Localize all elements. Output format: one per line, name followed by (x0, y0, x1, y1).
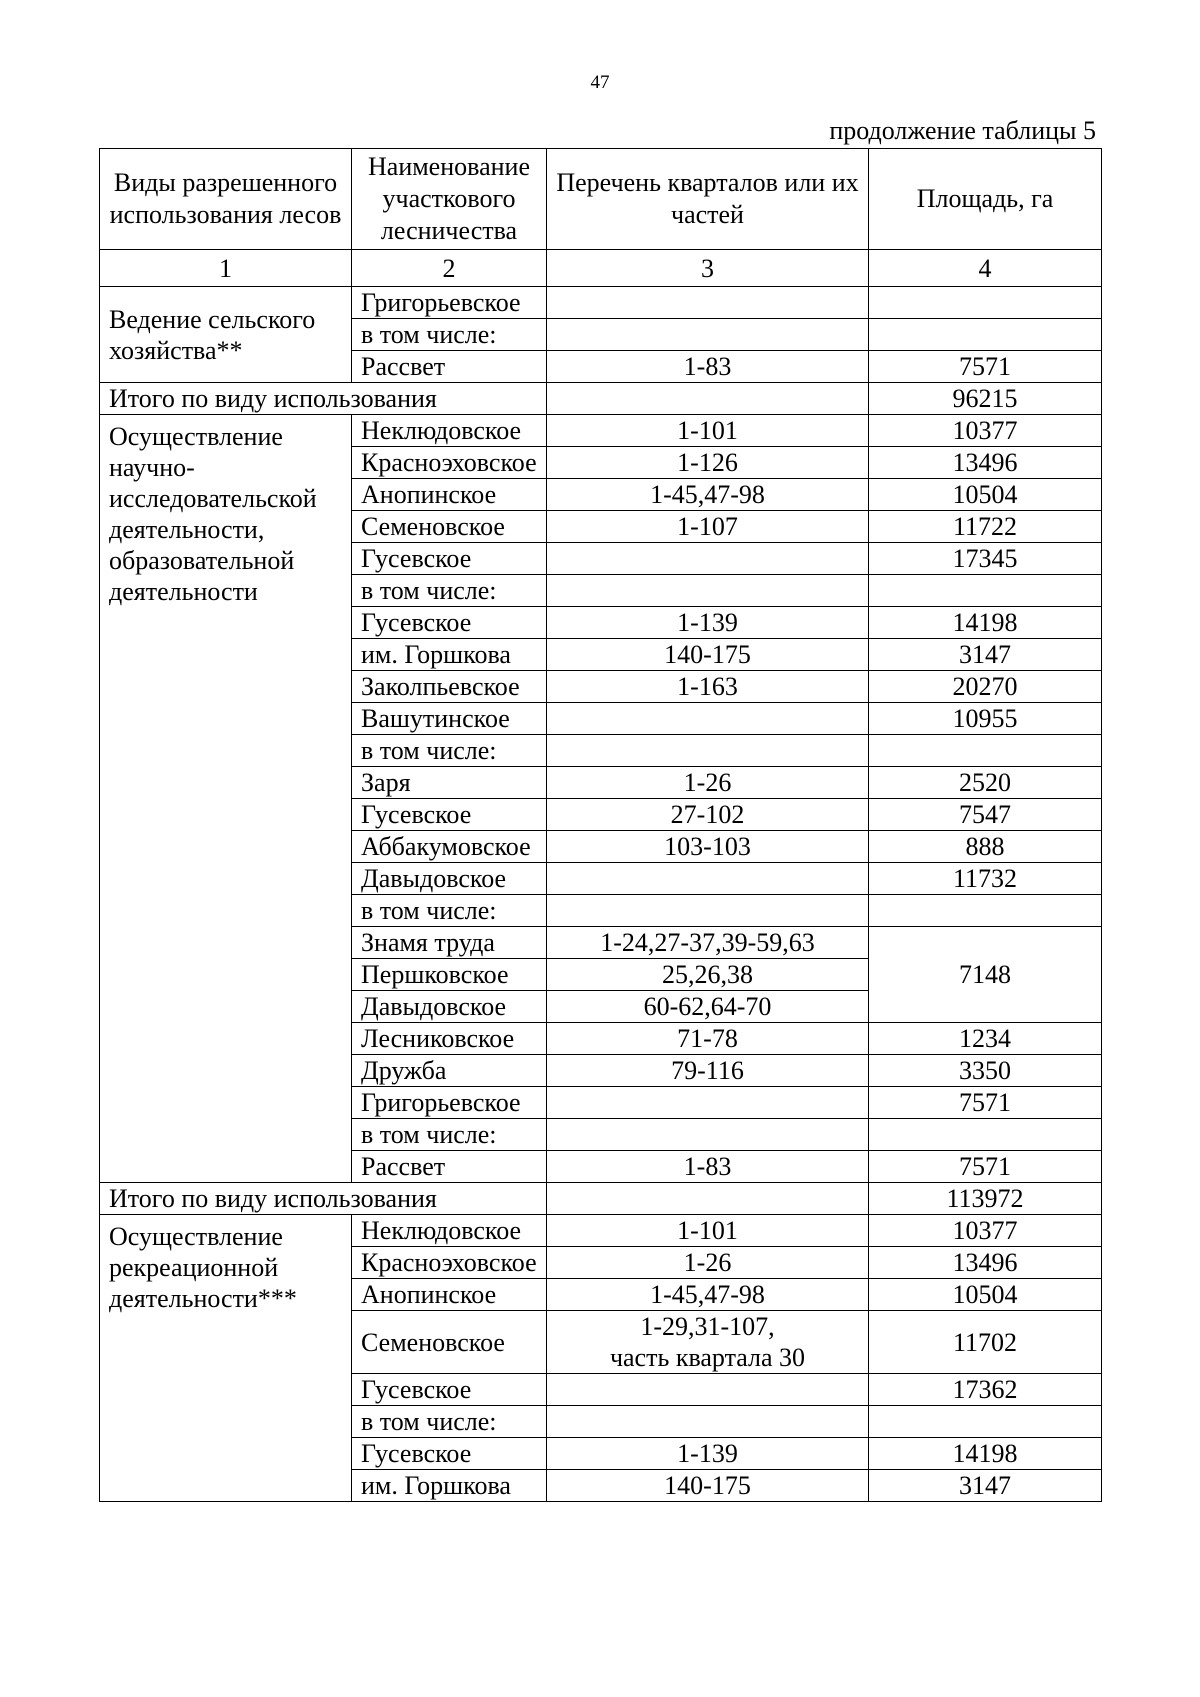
area-cell: 7571 (869, 1087, 1102, 1119)
column-number: 2 (352, 250, 547, 287)
quarters-cell (547, 1087, 869, 1119)
forestry-name-cell: Аббакумовское (352, 831, 547, 863)
total-row (100, 1183, 1102, 1215)
forestry-name-cell: в том числе: (352, 735, 547, 767)
quarters-cell: 1-26 (547, 1247, 869, 1279)
area-cell: 1234 (869, 1023, 1102, 1055)
use-type-cell: Ведение сельского хозяйства** (100, 287, 352, 383)
quarters-cell: 1-83 (547, 351, 869, 383)
forestry-name-cell: Заколпьевское (352, 671, 547, 703)
area-cell (869, 735, 1102, 767)
area-cell: 14198 (869, 1438, 1102, 1470)
quarters-cell (547, 895, 869, 927)
area-cell: 10955 (869, 703, 1102, 735)
area-cell: 7571 (869, 351, 1102, 383)
area-cell (869, 287, 1102, 319)
forestry-name-cell: Анопинское (352, 1279, 547, 1311)
forestry-name-cell: Анопинское (352, 479, 547, 511)
quarters-cell (547, 703, 869, 735)
total-label: Итого по виду использования (100, 1183, 547, 1215)
forestry-name-cell: Григорьевское (352, 287, 547, 319)
forestry-name-cell: Неклюдовское (352, 1215, 547, 1247)
header-forestry-name: Наименование участкового лесничества (352, 149, 547, 250)
forestry-name-cell: Гусевское (352, 607, 547, 639)
quarters-cell: 27-102 (547, 799, 869, 831)
forest-use-table (99, 148, 1102, 1502)
forestry-name-cell: Гусевское (352, 799, 547, 831)
area-cell (869, 575, 1102, 607)
quarters-cell: 1-126 (547, 447, 869, 479)
quarters-cell: 140-175 (547, 639, 869, 671)
column-number: 1 (100, 250, 352, 287)
quarters-cell: 1-83 (547, 1151, 869, 1183)
area-cell: 17362 (869, 1374, 1102, 1406)
quarters-cell: 1-107 (547, 511, 869, 543)
area-cell: 3147 (869, 639, 1102, 671)
quarters-cell: 140-175 (547, 1470, 869, 1502)
forestry-name-cell: в том числе: (352, 1406, 547, 1438)
area-cell (869, 895, 1102, 927)
column-number: 4 (869, 250, 1102, 287)
quarters-cell (547, 383, 869, 415)
quarters-cell: 79-116 (547, 1055, 869, 1087)
header-use-type: Виды разрешенного использования лесов (100, 149, 352, 250)
forestry-name-cell: Гусевское (352, 543, 547, 575)
total-area: 113972 (869, 1183, 1102, 1215)
area-cell: 7571 (869, 1151, 1102, 1183)
quarters-cell (547, 1183, 869, 1215)
merged-area-cell: 7148 (869, 927, 1102, 1023)
quarters-cell: 1-101 (547, 415, 869, 447)
forestry-name-cell: Дружба (352, 1055, 547, 1087)
quarters-cell (547, 863, 869, 895)
quarters-cell: 1-163 (547, 671, 869, 703)
area-cell: 17345 (869, 543, 1102, 575)
area-cell: 10377 (869, 415, 1102, 447)
forestry-name-cell: Знамя труда (352, 927, 547, 959)
forestry-name-cell: им. Горшкова (352, 639, 547, 671)
forestry-name-cell: Гусевское (352, 1438, 547, 1470)
area-cell: 13496 (869, 447, 1102, 479)
forestry-name-cell: Семеновское (352, 511, 547, 543)
quarters-cell: 1-139 (547, 607, 869, 639)
total-row (100, 383, 1102, 415)
area-cell: 10377 (869, 1215, 1102, 1247)
use-type-cell: Осуществление научно-исследовательской деятельности, образовательной деятельности (100, 415, 352, 1183)
area-cell: 20270 (869, 671, 1102, 703)
quarters-cell (547, 1406, 869, 1438)
table-row (100, 415, 1102, 447)
forestry-name-cell: Григорьевское (352, 1087, 547, 1119)
forestry-name-cell: Вашутинское (352, 703, 547, 735)
quarters-cell-multiline (547, 1311, 869, 1374)
area-cell: 3147 (869, 1470, 1102, 1502)
quarters-cell: 1-24,27-37,39-59,63 (547, 927, 869, 959)
forestry-name-cell: в том числе: (352, 895, 547, 927)
area-cell: 10504 (869, 1279, 1102, 1311)
table-row (100, 1215, 1102, 1247)
area-cell: 14198 (869, 607, 1102, 639)
forestry-name-cell: Рассвет (352, 1151, 547, 1183)
quarters-cell (547, 319, 869, 351)
area-cell: 3350 (869, 1055, 1102, 1087)
forestry-name-cell: Давыдовское (352, 991, 547, 1023)
header-area: Площадь, га (869, 149, 1102, 250)
quarters-line: часть квартала 30 (609, 1343, 806, 1372)
area-cell: 888 (869, 831, 1102, 863)
quarters-cell (547, 287, 869, 319)
forestry-name-cell: Рассвет (352, 351, 547, 383)
header-quarters: Перечень кварталов или их частей (547, 149, 869, 250)
forestry-name-cell: Гусевское (352, 1374, 547, 1406)
quarters-cell: 71-78 (547, 1023, 869, 1055)
table-continuation-caption: продолжение таблицы 5 (829, 116, 1096, 145)
quarters-cell: 1-139 (547, 1438, 869, 1470)
forestry-name-cell: Красноэховское (352, 1247, 547, 1279)
quarters-cell (547, 1374, 869, 1406)
area-cell: 11702 (869, 1311, 1102, 1374)
area-cell: 13496 (869, 1247, 1102, 1279)
quarters-cell (547, 735, 869, 767)
forestry-name-cell: Заря (352, 767, 547, 799)
area-cell (869, 1119, 1102, 1151)
quarters-cell: 25,26,38 (547, 959, 869, 991)
quarters-line: 1-29,31-107, (640, 1312, 775, 1341)
area-cell (869, 319, 1102, 351)
quarters-cell (547, 575, 869, 607)
quarters-cell: 60-62,64-70 (547, 991, 869, 1023)
area-cell: 11722 (869, 511, 1102, 543)
forestry-name-cell: Давыдовское (352, 863, 547, 895)
use-type-cell: Осуществление рекреационной деятельности*** (100, 1215, 352, 1502)
column-number: 3 (547, 250, 869, 287)
forestry-name-cell: в том числе: (352, 319, 547, 351)
forestry-name-cell: Першковское (352, 959, 547, 991)
quarters-cell: 1-26 (547, 767, 869, 799)
area-cell: 10504 (869, 479, 1102, 511)
area-cell: 11732 (869, 863, 1102, 895)
area-cell: 2520 (869, 767, 1102, 799)
quarters-cell (547, 1119, 869, 1151)
quarters-cell: 1-101 (547, 1215, 869, 1247)
forestry-name-cell: в том числе: (352, 575, 547, 607)
quarters-cell (547, 543, 869, 575)
forestry-name-cell: в том числе: (352, 1119, 547, 1151)
area-cell (869, 1406, 1102, 1438)
table-row (100, 287, 1102, 319)
column-number-row (100, 250, 1102, 287)
total-label: Итого по виду использования (100, 383, 547, 415)
forestry-name-cell: Красноэховское (352, 447, 547, 479)
forestry-name-cell: им. Горшкова (352, 1470, 547, 1502)
area-cell: 7547 (869, 799, 1102, 831)
forestry-name-cell: Лесниковское (352, 1023, 547, 1055)
quarters-cell: 1-45,47-98 (547, 1279, 869, 1311)
quarters-cell: 1-45,47-98 (547, 479, 869, 511)
page-number: 47 (590, 72, 610, 93)
forestry-name-cell: Неклюдовское (352, 415, 547, 447)
header-row (100, 149, 1102, 250)
quarters-cell: 103-103 (547, 831, 869, 863)
forestry-name-cell: Семеновское (352, 1311, 547, 1374)
total-area: 96215 (869, 383, 1102, 415)
